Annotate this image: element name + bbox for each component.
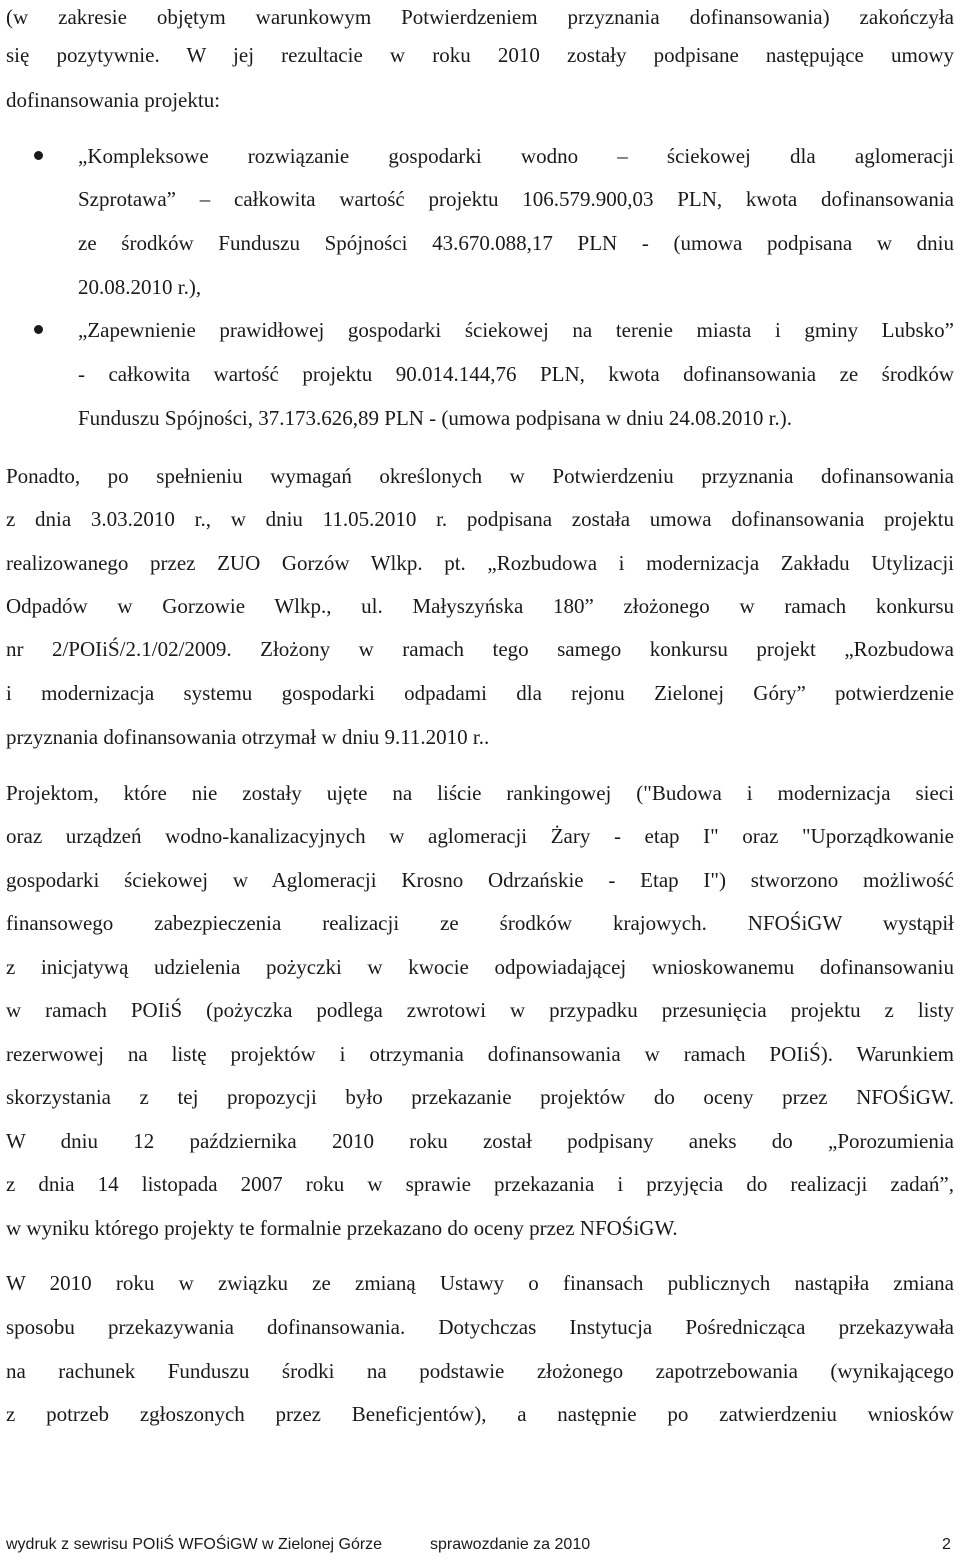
page-number: 2	[942, 1536, 951, 1553]
text-line: gospodarki ściekowej w Aglomeracji Krosno Odrzańskie - Etap I") stworzono możliwość	[6, 868, 954, 892]
bullet-line: - całkowita wartość projektu 90.014.144,76 PLN, kwota dofinansowania ze środków	[78, 362, 954, 386]
bullet-line: „Kompleksowe rozwiązanie gospodarki wodno – ściekowej dla aglomeracji	[78, 144, 954, 168]
text-line: rezerwowej na listę projektów i otrzymania dofinansowania w ramach POIiŚ). Warunkiem	[6, 1042, 954, 1066]
text-line: oraz urządzeń wodno-kanalizacyjnych w aglomeracji Żary - etap I" oraz "Uporządkowanie	[6, 824, 954, 848]
footer-report-title: sprawozdanie za 2010	[430, 1536, 591, 1553]
text-line: Projektom, które nie zostały ujęte na liście rankingowej ("Budowa i modernizacja sieci	[6, 781, 954, 805]
footer-source: wydruk z sewrisu POIiŚ WFOŚiGW w Zielonej Górze	[6, 1536, 383, 1553]
text-line: W 2010 roku w związku ze zmianą Ustawy o finansach publicznych nastąpiła zmiana	[6, 1271, 954, 1295]
text-line: Ponadto, po spełnieniu wymagań określonych w Potwierdzeniu przyznania dofinansowania	[6, 464, 954, 488]
text-line: się pozytywnie. W jej rezultacie w roku 2010 zostały podpisane następujące umowy	[6, 43, 954, 67]
bullet-line: „Zapewnienie prawidłowej gospodarki ściekowej na terenie miasta i gminy Lubsko”	[78, 318, 954, 342]
text-line: W dniu 12 października 2010 roku został podpisany aneks do „Porozumienia	[6, 1129, 954, 1153]
text-line: finansowego zabezpieczenia realizacji ze środków krajowych. NFOŚiGW wystąpił	[6, 911, 954, 935]
text-line: na rachunek Funduszu środki na podstawie złożonego zapotrzebowania (wynikającego	[6, 1359, 954, 1383]
text-line: realizowanego przez ZUO Gorzów Wlkp. pt. „Rozbudowa i modernizacja Zakładu Utylizacji	[6, 551, 954, 575]
text-line: skorzystania z tej propozycji było przekazanie projektów do oceny przez NFOŚiGW.	[6, 1085, 954, 1109]
bullet-line: Funduszu Spójności, 37.173.626,89 PLN - (umowa podpisana w dniu 24.08.2010 r.).	[78, 406, 792, 430]
bullet-icon	[34, 151, 43, 160]
text-line: Odpadów w Gorzowie Wlkp., ul. Małyszyńska 180” złożonego w ramach konkursu	[6, 594, 954, 618]
bullet-line: 20.08.2010 r.),	[78, 275, 202, 299]
bullet-line: Szprotawa” – całkowita wartość projektu 106.579.900,03 PLN, kwota dofinansowania	[78, 187, 954, 211]
text-line: z dnia 14 listopada 2007 roku w sprawie przekazania i przyjęcia do realizacji zadań”,	[6, 1172, 954, 1196]
text-line: przyznania dofinansowania otrzymał w dniu 9.11.2010 r..	[6, 725, 490, 749]
bullet-line: ze środków Funduszu Spójności 43.670.088,17 PLN - (umowa podpisana w dniu	[78, 231, 954, 255]
text-line: z dnia 3.03.2010 r., w dniu 11.05.2010 r. podpisana została umowa dofinansowania projektu	[6, 507, 954, 531]
text-line: z potrzeb zgłoszonych przez Beneficjentów), a następnie po zatwierdzeniu wniosków	[6, 1402, 954, 1426]
bullet-icon	[34, 325, 43, 334]
text-line: w ramach POIiŚ (pożyczka podlega zwrotowi w przypadku przesunięcia projektu z listy	[6, 998, 954, 1022]
text-line: i modernizacja systemu gospodarki odpadami dla rejonu Zielonej Góry” potwierdzenie	[6, 681, 954, 705]
text-line: nr 2/POIiŚ/2.1/02/2009. Złożony w ramach tego samego konkursu projekt „Rozbudowa	[6, 637, 954, 661]
text-line: dofinansowania projektu:	[6, 88, 221, 112]
text-line: z inicjatywą udzielenia pożyczki w kwocie odpowiadającej wnioskowanemu dofinansowaniu	[6, 955, 954, 979]
text-line: w wyniku którego projekty te formalnie przekazano do oceny przez NFOŚiGW.	[6, 1216, 678, 1240]
text-line: sposobu przekazywania dofinansowania. Dotychczas Instytucja Pośrednicząca przekazywała	[6, 1315, 954, 1339]
text-line: (w zakresie objętym warunkowym Potwierdzeniem przyznania dofinansowania) zakończyła	[6, 5, 954, 29]
